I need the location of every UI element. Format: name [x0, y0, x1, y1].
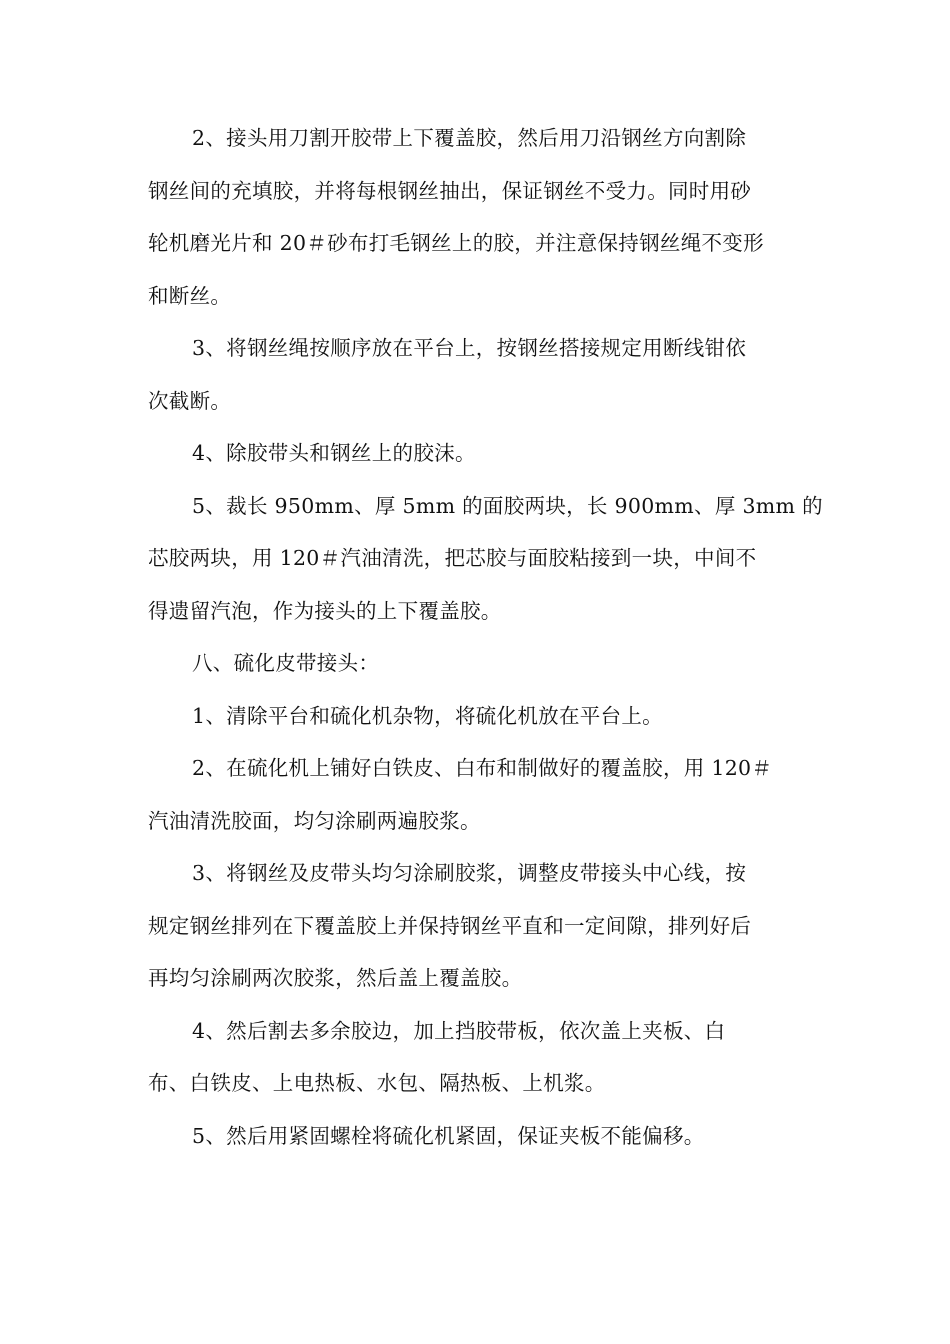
text-line: 3、将钢丝及皮带头均匀涂刷胶浆，调整皮带接头中心线，按 [192, 861, 747, 885]
text-line: 和断丝。 [148, 283, 232, 308]
text-line: 芯胶两块，用 120＃汽油清洗，把芯胶与面胶粘接到一块，中间不 [148, 546, 757, 570]
text-line: 次截断。 [148, 388, 232, 413]
text-line: 5、然后用紧固螺栓将硫化机紧固，保证夹板不能偏移。 [192, 1123, 705, 1148]
text-line: 汽油清洗胶面，均匀涂刷两遍胶浆。 [148, 808, 481, 833]
text-line: 得遗留汽泡，作为接头的上下覆盖胶。 [148, 598, 502, 623]
text-line: 4、然后割去多余胶边，加上挡胶带板，依次盖上夹板、白 [192, 1018, 726, 1043]
text-line: 轮机磨光片和 20＃砂布打毛钢丝上的胶，并注意保持钢丝绳不变形 [148, 231, 764, 255]
text-line: 2、在硫化机上铺好白铁皮、白布和制做好的覆盖胶，用 120＃ [192, 756, 773, 780]
text-line: 4、除胶带头和钢丝上的胶沫。 [192, 441, 476, 465]
text-line: 1、清除平台和硫化机杂物，将硫化机放在平台上。 [192, 703, 663, 728]
text-line: 布、白铁皮、上电热板、水包、隔热板、上机浆。 [148, 1071, 606, 1095]
text-line: 再均匀涂刷两次胶浆，然后盖上覆盖胶。 [148, 966, 523, 990]
section-heading: 八、硫化皮带接头： [192, 651, 380, 675]
text-line: 5、裁长 950mm、厚 5mm 的面胶两块，长 900mm、厚 3mm 的 [192, 493, 823, 518]
text-line: 2、接头用刀割开胶带上下覆盖胶，然后用刀沿钢丝方向割除 [192, 126, 747, 150]
text-line: 钢丝间的充填胶，并将每根钢丝抽出，保证钢丝不受力。同时用砂 [148, 178, 752, 203]
text-line: 3、将钢丝绳按顺序放在平台上，按钢丝搭接规定用断线钳依 [192, 336, 747, 360]
text-line: 规定钢丝排列在下覆盖胶上并保持钢丝平直和一定间隙，排列好后 [148, 913, 752, 938]
document-page [148, 112, 823, 1162]
